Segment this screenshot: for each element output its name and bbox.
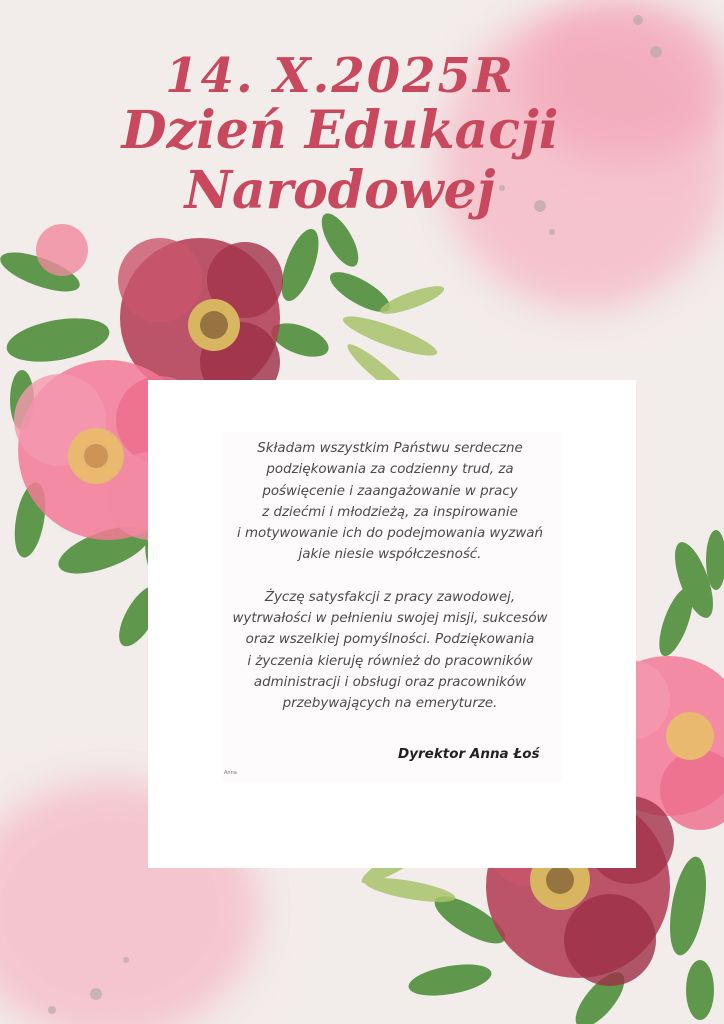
message-line: z dziećmi i młodzieżą, za inspirowanie (262, 504, 518, 520)
message-line: wytrwałości w pełnieniu swojej misji, sukcesów (232, 611, 548, 627)
message-line: i życzenia kieruję również do pracowników (247, 653, 533, 669)
event-title-line1: Dzień Edukacji (121, 100, 559, 161)
event-date: 14. X.2025R (165, 48, 515, 104)
message-line: poświęcenie i zaangażowanie w pracy (262, 483, 518, 499)
message-line: oraz wszelkiej pomyślności. Podziękowania (245, 632, 535, 648)
message-line: jakie niesie współczesność. (298, 547, 482, 563)
message-line: podziękowania za codzienny trud, za (266, 462, 514, 478)
message-line: i motywowanie ich do podejmowania wyzwań (237, 526, 543, 542)
message-line: przebywających na emeryturze. (282, 696, 498, 712)
message-line: administracji i obsługi oraz pracowników (253, 674, 527, 690)
message-line: Życzę satysfakcji z pracy zawodowej, (264, 589, 516, 605)
event-title-line2: Narodowej (184, 160, 496, 221)
message-text (218, 438, 562, 715)
tiny-note: Anna (224, 770, 237, 776)
message-line: Składam wszystkim Państwu serdeczne (257, 441, 523, 456)
signature: Dyrektor Anna Łoś (398, 746, 540, 762)
